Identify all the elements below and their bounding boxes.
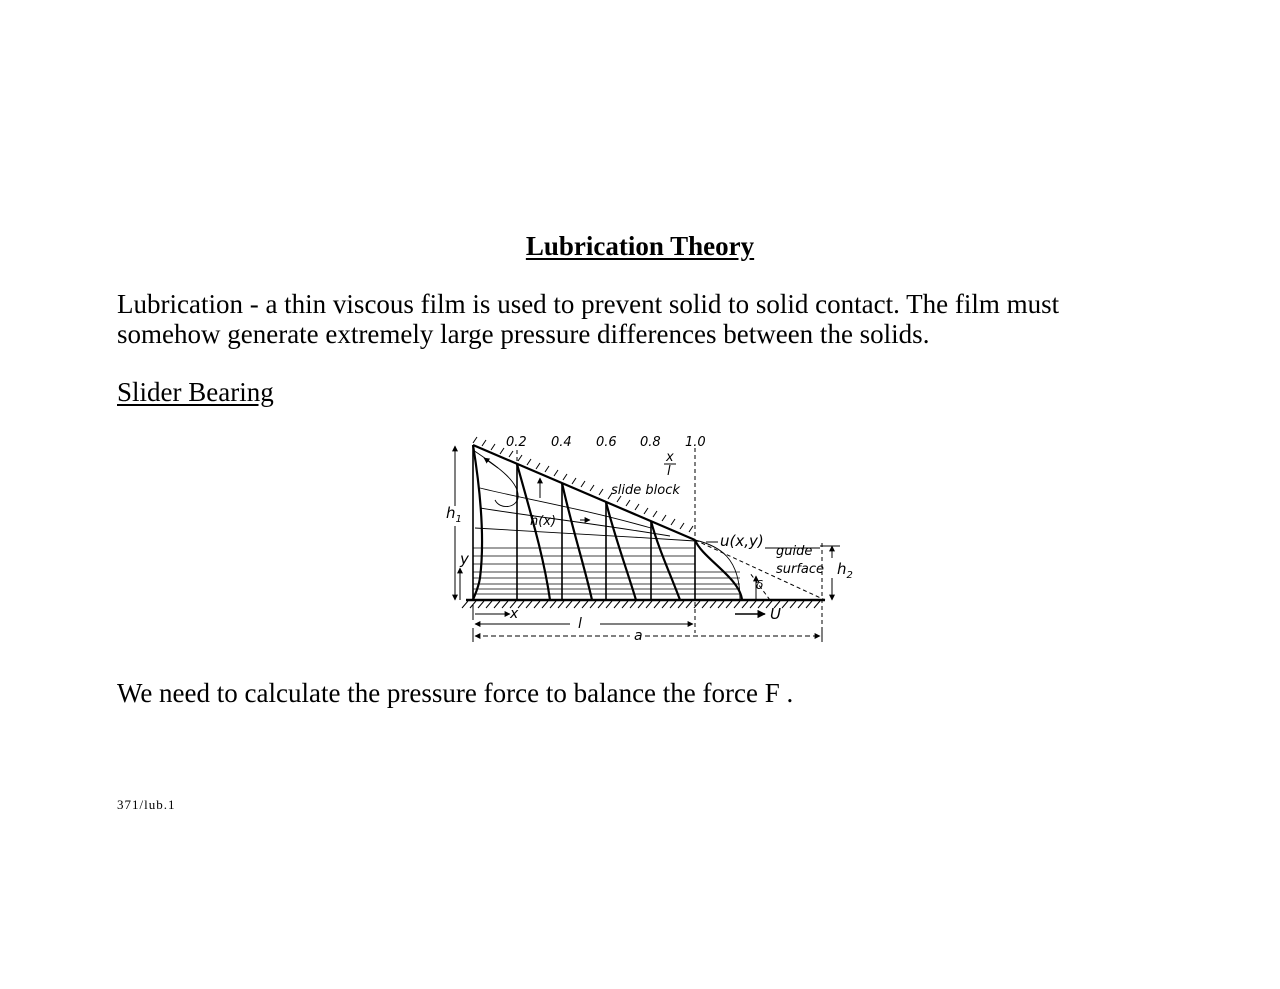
page-footer-code: 371/lub.1 xyxy=(117,797,176,812)
slide-block-label: slide block xyxy=(611,483,680,498)
intro-line-1: Lubrication - a thin viscous film is used to prevent solid to solid contact. The film must xyxy=(117,289,1060,319)
y-label: y xyxy=(460,550,469,568)
delta-label: δ xyxy=(756,578,764,592)
velocity-profiles xyxy=(473,445,742,600)
tick-label-3: 0.8 xyxy=(640,435,661,450)
l-label: l xyxy=(578,616,582,632)
slider-bearing-svg xyxy=(440,428,860,650)
intro-line-2: somehow generate extremely large pressure differences between the solids. xyxy=(117,319,930,349)
tick-label-0: 0.2 xyxy=(506,435,527,450)
tick-label-1: 0.4 xyxy=(551,435,572,450)
guide-label: guide xyxy=(776,544,813,559)
x-dimension xyxy=(473,604,510,620)
a-dimension xyxy=(473,628,822,642)
h2-label: $h_2$ xyxy=(837,560,853,581)
station-lines xyxy=(473,445,695,600)
slider-bearing-diagram xyxy=(440,428,860,650)
u-label: U xyxy=(770,605,781,623)
intro-paragraph xyxy=(117,289,1197,349)
x-over-l-denominator: l xyxy=(667,464,671,479)
uxy-label: u(x,y) xyxy=(720,532,764,550)
page-title: Lubrication Theory xyxy=(525,231,755,261)
tick-label-4: 1.0 xyxy=(685,435,706,450)
x-tick-labels xyxy=(506,435,706,450)
x-label: x xyxy=(510,606,519,622)
h1-label: $h_1$ xyxy=(446,504,462,525)
a-label: a xyxy=(634,628,643,644)
conclusion-sentence: We need to calculate the pressure force to balance the force F . xyxy=(117,678,794,708)
section-heading-slider-bearing: Slider Bearing xyxy=(117,377,274,407)
tick-label-2: 0.6 xyxy=(596,435,617,450)
x-over-l-numerator: x xyxy=(666,450,674,465)
surface-label: surface xyxy=(776,562,825,577)
hx-label: h(x) xyxy=(530,514,557,529)
